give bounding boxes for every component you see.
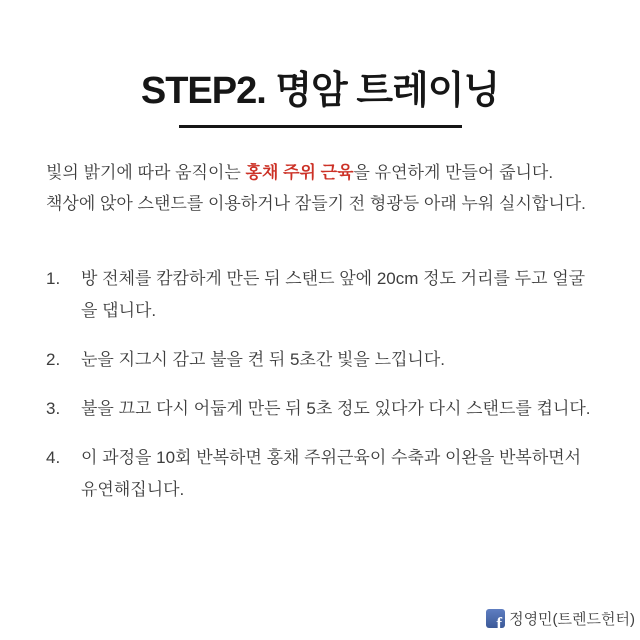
- credit-footer: [486, 608, 635, 629]
- list-item-text: 방 전체를 캄캄하게 만든 뒤 스탠드 앞에 20cm 정도 거리를 두고 얼굴을 댑니다.: [81, 269, 586, 320]
- list-item: [46, 393, 592, 425]
- title-underline: [179, 125, 462, 128]
- page-title: STEP2. 명암 트레이닝: [140, 70, 500, 112]
- intro-line1-post: 을 유연하게 만들어 줍니다.: [353, 163, 554, 182]
- list-item-number: 4.: [46, 448, 61, 467]
- credit-text: 정영민(트렌드헌터): [509, 611, 635, 628]
- list-item-text: 불을 끄고 다시 어둡게 만든 뒤 5초 정도 있다가 다시 스탠드를 켭니다.: [81, 399, 591, 418]
- instruction-list: [46, 263, 592, 506]
- list-item-number: 2.: [46, 350, 61, 369]
- intro-highlight: 홍채 주위 근육: [245, 163, 354, 182]
- intro-line2: 책상에 앉아 스탠드를 이용하거나 잠들기 전 형광등 아래 누워 실시합니다.: [46, 194, 586, 213]
- list-item-number: 1.: [46, 269, 61, 288]
- list-item-number: 3.: [46, 399, 61, 418]
- list-item: [46, 344, 592, 376]
- list-item: [46, 263, 592, 327]
- intro-line1-pre: 빛의 밝기에 따라 움직이는: [46, 163, 246, 182]
- list-item-text: 이 과정을 10회 반복하면 홍채 주위근육이 수축과 이완을 반복하면서 유연해집니다.: [81, 448, 582, 499]
- intro-paragraph: [46, 157, 594, 219]
- list-item-text: 눈을 지그시 감고 불을 켠 뒤 5초간 빛을 느낍니다.: [81, 350, 445, 369]
- list-item: [46, 442, 592, 506]
- facebook-f-glyph: f: [496, 614, 503, 628]
- facebook-icon: [486, 609, 505, 628]
